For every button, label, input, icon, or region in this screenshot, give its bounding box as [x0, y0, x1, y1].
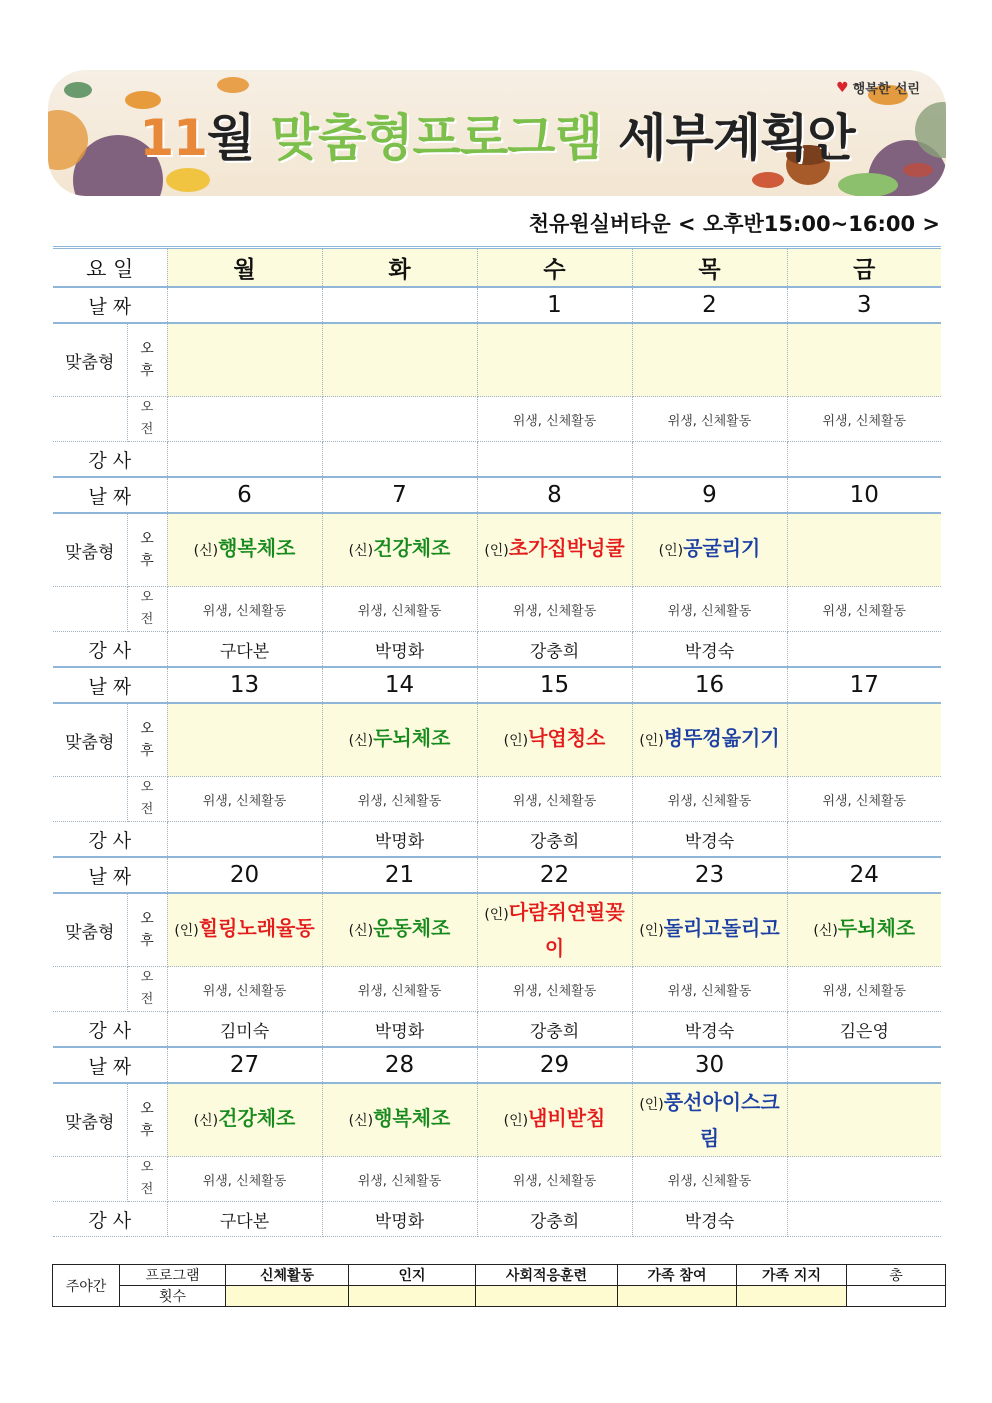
program-category-tag: (신) [193, 1113, 219, 1129]
am-label [127, 1157, 167, 1202]
program-cell [322, 1083, 477, 1157]
morning-activity-cell: 위생, 신체활동 [477, 777, 632, 822]
instructor-cell: 박경숙 [632, 822, 787, 858]
date-cell: 16 [632, 667, 787, 703]
program-row [53, 513, 941, 587]
instructor-cell: 박명화 [322, 632, 477, 668]
facility-and-time: 천유원실버타운 < 오후반15:00~16:00 > [528, 212, 940, 236]
date-row [53, 857, 941, 893]
morning-activity-cell: 위생, 신체활동 [477, 587, 632, 632]
summary-col-total: 총 [847, 1265, 946, 1286]
instructor-cell [167, 822, 322, 858]
title-plan: 세부계획안 [618, 109, 855, 167]
morning-activity-cell [167, 397, 322, 442]
summary-count-social[interactable] [476, 1286, 618, 1307]
program-category-tag: (인) [503, 733, 529, 749]
date-cell: 15 [477, 667, 632, 703]
instructor-cell [477, 442, 632, 478]
pm-label [127, 703, 167, 777]
program-cell [322, 893, 477, 967]
weekday-tue: 화 [322, 248, 477, 288]
vertical-label-char: 오 [140, 721, 154, 737]
vertical-label-char: 후 [140, 553, 154, 569]
morning-activity-cell: 위생, 신체활동 [632, 967, 787, 1012]
morning-activity-cell: 위생, 신체활동 [477, 397, 632, 442]
date-label: 날 짜 [53, 857, 167, 893]
morning-row [53, 587, 941, 632]
morning-label-blank [53, 1157, 127, 1202]
weekday-thu: 목 [632, 248, 787, 288]
date-cell: 24 [787, 857, 941, 893]
program-cell [167, 1083, 322, 1157]
program-category-tag: (신) [348, 923, 374, 939]
summary-col-social: 사회적응훈련 [476, 1265, 618, 1286]
program-cell [167, 323, 322, 397]
schedule-table [53, 246, 941, 1237]
program-category-tag: (인) [484, 906, 509, 923]
date-cell: 29 [477, 1047, 632, 1083]
summary-col-physical: 신체활동 [226, 1265, 349, 1286]
program-name: 힐링노래율동 [198, 916, 315, 940]
date-cell: 9 [632, 477, 787, 513]
program-cell [632, 703, 787, 777]
morning-activity-cell: 위생, 신체활동 [167, 1157, 322, 1202]
program-category-tag: (신) [348, 733, 374, 749]
date-cell: 22 [477, 857, 632, 893]
morning-activity-cell: 위생, 신체활동 [632, 1157, 787, 1202]
pm-label [127, 1083, 167, 1157]
instructor-cell [787, 632, 941, 668]
vertical-label-char: 오 [140, 1101, 154, 1117]
program-cell [477, 703, 632, 777]
program-name: 돌리고돌리고 [663, 916, 780, 940]
program-category-tag: (인) [639, 1096, 664, 1113]
summary-count-row [53, 1286, 946, 1307]
instructor-cell [167, 442, 322, 478]
program-cell [787, 1083, 941, 1157]
program-name: 낙엽청소 [528, 726, 606, 750]
summary-count-physical[interactable] [226, 1286, 349, 1307]
morning-activity-cell: 위생, 신체활동 [787, 967, 941, 1012]
date-row [53, 667, 941, 703]
program-cell [167, 703, 322, 777]
date-row [53, 1047, 941, 1083]
summary-col-family-participation: 가족 참여 [618, 1265, 737, 1286]
weekday-wed: 수 [477, 248, 632, 288]
program-category-tag: (신) [813, 923, 838, 939]
morning-activity-cell: 위생, 신체활동 [322, 777, 477, 822]
morning-row [53, 397, 941, 442]
instructor-row [53, 822, 941, 858]
vertical-label-char: 오 [140, 911, 154, 927]
instructor-cell: 박명화 [322, 822, 477, 858]
date-cell: 27 [167, 1047, 322, 1083]
program-cell [477, 513, 632, 587]
summary-col-family-support: 가족 지지 [737, 1265, 847, 1286]
pm-label [127, 513, 167, 587]
program-row [53, 1083, 941, 1157]
instructor-cell: 강충희 [477, 1012, 632, 1048]
instructor-cell: 김미숙 [167, 1012, 322, 1048]
morning-label-blank [53, 397, 127, 442]
summary-count-cognitive[interactable] [349, 1286, 476, 1307]
summary-header-row [53, 1265, 946, 1286]
vertical-label-char: 오 [140, 590, 154, 605]
morning-row [53, 1157, 941, 1202]
program-cell [477, 323, 632, 397]
program-cell [322, 703, 477, 777]
morning-row [53, 777, 941, 822]
morning-activity-cell: 위생, 신체활동 [632, 777, 787, 822]
program-cell [167, 513, 322, 587]
instructor-cell [787, 822, 941, 858]
date-cell [322, 287, 477, 323]
program-label: 맞춤형 [53, 513, 127, 587]
instructor-label: 강 사 [53, 1012, 167, 1048]
summary-table [52, 1264, 946, 1307]
date-cell: 21 [322, 857, 477, 893]
program-cell [787, 323, 941, 397]
vertical-label-char: 오 [140, 400, 154, 415]
program-label: 맞춤형 [53, 323, 127, 397]
program-label: 맞춤형 [53, 893, 127, 967]
instructor-cell: 강충희 [477, 1202, 632, 1237]
program-cell [787, 513, 941, 587]
program-name: 냄비받침 [528, 1106, 606, 1130]
morning-activity-cell [322, 397, 477, 442]
pm-label [127, 893, 167, 967]
heart-icon: ♥ [836, 79, 849, 96]
date-row [53, 287, 941, 323]
instructor-row [53, 1202, 941, 1237]
date-cell: 23 [632, 857, 787, 893]
instructor-cell [787, 1202, 941, 1237]
instructor-cell [322, 442, 477, 478]
program-category-tag: (인) [484, 543, 509, 559]
morning-label-blank [53, 967, 127, 1012]
instructor-row [53, 1012, 941, 1048]
program-category-tag: (인) [639, 733, 664, 749]
date-cell: 2 [632, 287, 787, 323]
instructor-cell: 강충희 [477, 632, 632, 668]
program-name: 공굴리기 [683, 536, 761, 560]
morning-activity-cell: 위생, 신체활동 [632, 397, 787, 442]
program-cell [322, 513, 477, 587]
pm-label [127, 323, 167, 397]
instructor-cell: 박경숙 [632, 1202, 787, 1237]
date-cell: 6 [167, 477, 322, 513]
program-name: 운동체조 [373, 916, 451, 940]
date-row [53, 477, 941, 513]
weekday-label: 요 일 [53, 248, 167, 288]
instructor-cell: 박경숙 [632, 1012, 787, 1048]
program-category-tag: (인) [639, 923, 664, 939]
am-label [127, 587, 167, 632]
instructor-label: 강 사 [53, 1202, 167, 1237]
program-name: 병뚜껑옮기기 [663, 726, 780, 750]
summary-count-total[interactable] [847, 1286, 946, 1307]
vertical-label-char: 오 [140, 970, 154, 985]
date-cell: 7 [322, 477, 477, 513]
morning-activity-cell: 위생, 신체활동 [322, 587, 477, 632]
program-label: 맞춤형 [53, 1083, 127, 1157]
instructor-cell: 강충희 [477, 822, 632, 858]
vertical-label-char: 오 [140, 341, 154, 357]
instructor-row [53, 442, 941, 478]
program-cell [632, 1083, 787, 1157]
instructor-cell: 구다본 [167, 1202, 322, 1237]
title-program: 맞춤형프로그램 [270, 109, 602, 167]
vertical-label-char: 후 [140, 1123, 154, 1139]
instructor-cell: 박명화 [322, 1202, 477, 1237]
vertical-label-char: 오 [140, 1160, 154, 1175]
brand-name: 행복한 선린 [852, 82, 920, 97]
vertical-label-char: 오 [140, 531, 154, 547]
program-category-tag: (인) [503, 1113, 529, 1129]
brand-logo [836, 78, 920, 97]
morning-activity-cell [787, 1157, 941, 1202]
instructor-cell: 김은영 [787, 1012, 941, 1048]
program-cell [167, 893, 322, 967]
instructor-cell [787, 442, 941, 478]
program-cell [787, 703, 941, 777]
date-label: 날 짜 [53, 477, 167, 513]
program-row [53, 703, 941, 777]
date-cell [167, 287, 322, 323]
am-label [127, 777, 167, 822]
summary-col-cognitive: 인지 [349, 1265, 476, 1286]
vertical-label-char: 전 [140, 802, 154, 817]
summary-program-label: 프로그램 [120, 1265, 226, 1286]
morning-label-blank [53, 777, 127, 822]
title-month: 월 [206, 109, 255, 167]
vertical-label-char: 후 [140, 363, 154, 379]
program-name: 두뇌체조 [373, 726, 451, 750]
morning-activity-cell: 위생, 신체활동 [167, 587, 322, 632]
morning-activity-cell: 위생, 신체활동 [787, 777, 941, 822]
instructor-cell: 박경숙 [632, 632, 787, 668]
morning-activity-cell: 위생, 신체활동 [322, 967, 477, 1012]
morning-label-blank [53, 587, 127, 632]
date-cell: 20 [167, 857, 322, 893]
date-cell: 3 [787, 287, 941, 323]
program-category-tag: (신) [348, 543, 374, 559]
date-cell: 14 [322, 667, 477, 703]
program-name: 두뇌체조 [837, 916, 916, 940]
program-name: 다람쥐연필꽂이 [508, 899, 625, 960]
program-category-tag: (인) [174, 923, 199, 939]
title-number: 11 [139, 109, 207, 167]
instructor-label: 강 사 [53, 822, 167, 858]
date-cell [787, 1047, 941, 1083]
summary-count-family-support[interactable] [737, 1286, 847, 1307]
date-label: 날 짜 [53, 667, 167, 703]
program-cell [632, 893, 787, 967]
weekday-mon: 월 [167, 248, 322, 288]
program-cell [477, 1083, 632, 1157]
morning-activity-cell: 위생, 신체활동 [477, 1157, 632, 1202]
am-label [127, 397, 167, 442]
morning-activity-cell: 위생, 신체활동 [787, 397, 941, 442]
program-cell [322, 323, 477, 397]
summary-count-family-participation[interactable] [618, 1286, 737, 1307]
vertical-label-char: 후 [140, 743, 154, 759]
morning-activity-cell: 위생, 신체활동 [167, 967, 322, 1012]
morning-activity-cell: 위생, 신체활동 [167, 777, 322, 822]
morning-row [53, 967, 941, 1012]
morning-activity-cell: 위생, 신체활동 [477, 967, 632, 1012]
instructor-label: 강 사 [53, 442, 167, 478]
date-cell: 10 [787, 477, 941, 513]
vertical-label-char: 오 [140, 780, 154, 795]
date-cell: 17 [787, 667, 941, 703]
program-name: 풍선아이스크림 [663, 1089, 780, 1150]
instructor-row [53, 632, 941, 668]
program-cell [477, 893, 632, 967]
date-cell: 28 [322, 1047, 477, 1083]
program-category-tag: (신) [348, 1113, 374, 1129]
program-cell [632, 513, 787, 587]
program-name: 건강체조 [373, 536, 451, 560]
weekday-header-row [53, 248, 941, 288]
date-cell: 1 [477, 287, 632, 323]
program-category-tag: (인) [658, 543, 684, 559]
summary-count-label: 횟수 [120, 1286, 226, 1307]
program-name: 초가집박넝쿨 [508, 536, 625, 560]
summary-row-label: 주야간 [53, 1265, 120, 1307]
vertical-label-char: 후 [140, 933, 154, 949]
program-label: 맞춤형 [53, 703, 127, 777]
vertical-label-char: 전 [140, 612, 154, 627]
program-row [53, 323, 941, 397]
title-banner [48, 70, 946, 196]
date-cell: 30 [632, 1047, 787, 1083]
instructor-cell: 구다본 [167, 632, 322, 668]
date-label: 날 짜 [53, 1047, 167, 1083]
instructor-label: 강 사 [53, 632, 167, 668]
weekday-fri: 금 [787, 248, 941, 288]
instructor-cell [632, 442, 787, 478]
morning-activity-cell: 위생, 신체활동 [322, 1157, 477, 1202]
date-label: 날 짜 [53, 287, 167, 323]
program-cell [787, 893, 941, 967]
program-name: 행복체조 [373, 1106, 451, 1130]
instructor-cell: 박명화 [322, 1012, 477, 1048]
program-row [53, 893, 941, 967]
date-cell: 13 [167, 667, 322, 703]
program-category-tag: (신) [193, 543, 219, 559]
morning-activity-cell: 위생, 신체활동 [787, 587, 941, 632]
vertical-label-char: 전 [140, 1182, 154, 1197]
vertical-label-char: 전 [140, 992, 154, 1007]
morning-activity-cell: 위생, 신체활동 [632, 587, 787, 632]
am-label [127, 967, 167, 1012]
program-name: 건강체조 [218, 1106, 296, 1130]
program-cell [632, 323, 787, 397]
page-title [48, 98, 946, 170]
vertical-label-char: 전 [140, 422, 154, 437]
date-cell: 8 [477, 477, 632, 513]
program-name: 행복체조 [218, 536, 296, 560]
